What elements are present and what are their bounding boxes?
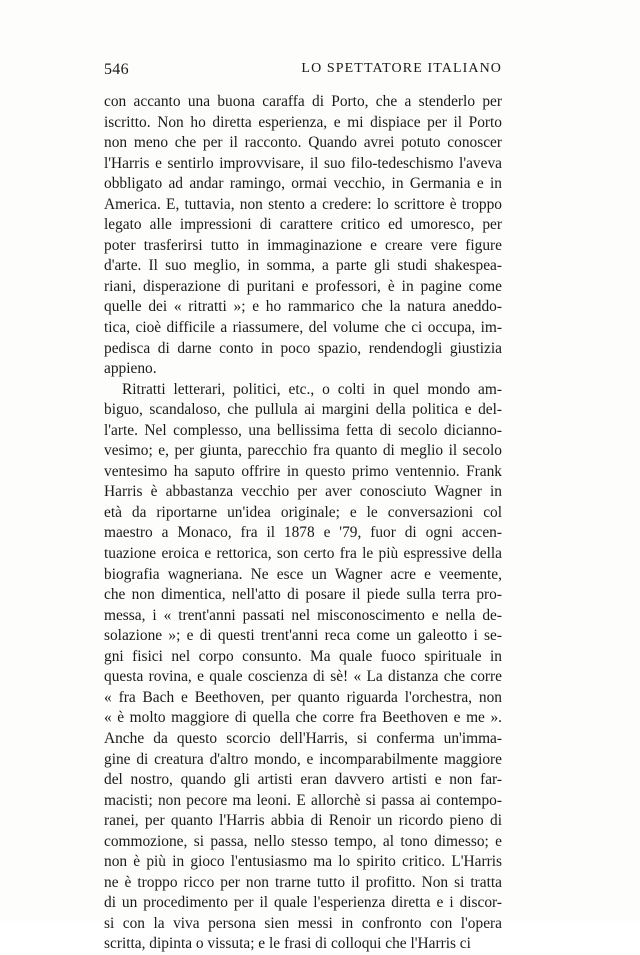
text-line: Anche da questo scorcio dell'Harris, si conferma un'imma- bbox=[104, 729, 502, 747]
text-line: gine di creatura d'altro mondo, e incomparabilmente maggiore bbox=[104, 750, 502, 768]
text-line: riani, disperazione di puritani e professori, è in pagine come bbox=[104, 277, 502, 295]
page-number: 546 bbox=[104, 61, 129, 78]
body-text bbox=[104, 92, 502, 955]
text-line: biografia wagneriana. Ne esce un Wagner acre e veemente, bbox=[104, 565, 502, 583]
text-line: commozione, si passa, nello stesso tempo, al tono dimesso; e bbox=[104, 832, 502, 850]
text-line: l'Harris e sentirlo improvvisare, il suo filo-tedeschismo l'aveva bbox=[104, 154, 502, 172]
text-line: « fra Bach e Beethoven, per quanto riguarda l'orchestra, non bbox=[104, 688, 502, 706]
text-line: quelle dei « ritratti »; e ho rammarico che la natura aneddo- bbox=[104, 298, 502, 316]
text-line: non è più in gioco l'entusiasmo ma lo spirito critico. L'Harris bbox=[104, 853, 502, 871]
text-line: Harris è abbastanza vecchio per aver conosciuto Wagner in bbox=[104, 483, 502, 501]
text-line: poter trasferirsi tutto in immaginazione e creare vere figure bbox=[104, 236, 502, 254]
text-line: con accanto una buona caraffa di Porto, che a stenderlo per bbox=[104, 93, 502, 110]
text-line: maestro a Monaco, fra il 1878 e '79, fuor di ogni accen- bbox=[104, 524, 502, 542]
text-line: obbligato ad andar ramingo, ormai vecchio, in Germania e in bbox=[104, 175, 502, 193]
text-line: America. E, tuttavia, non stento a credere: lo scrittore è troppo bbox=[104, 195, 502, 213]
text-line: solazione »; e di questi trent'anni reca come un galeotto i se- bbox=[104, 627, 502, 645]
text-line: l'arte. Nel complesso, una bellissima fetta di secolo dicianno- bbox=[104, 421, 502, 439]
text-line: si con la viva persona sien messi in confronto con l'opera bbox=[104, 914, 502, 932]
text-line: pedisca di darne conto in poco spazio, rendendogli giustizia bbox=[104, 339, 502, 357]
text-line: età da riportarne un'idea originale; e le conversazioni col bbox=[104, 503, 502, 521]
text-line: tuazione eroica e rettorica, son certo fra le più espressive della bbox=[104, 545, 502, 563]
text-line: che non dimentica, nell'atto di posare il piede sulla terra pro- bbox=[104, 586, 502, 604]
text-line: vesimo; e, per giunta, parecchio fra quanto di meglio il secolo bbox=[104, 442, 502, 460]
text-line: ne è troppo ricco per non trarne tutto il profitto. Non si tratta bbox=[104, 873, 502, 891]
text-line: biguo, scandaloso, che pullula ai margini della politica e del- bbox=[104, 401, 502, 419]
text-line: Ritratti letterari, politici, etc., o colti in quel mondo am- bbox=[122, 380, 502, 398]
text-line: ranei, per quanto l'Harris abbia di Renoir un ricordo pieno di bbox=[104, 812, 502, 830]
text-line: ventesimo ha saputo offrire in questo primo ventennio. Frank bbox=[104, 462, 502, 480]
text-line: appieno. bbox=[104, 360, 157, 378]
text-line: gni fisici nel corpo consunto. Ma quale fuoco spirituale in bbox=[104, 647, 502, 665]
text-line: iscritto. Non ho diretta esperienza, e mi dispiace per il Porto bbox=[104, 113, 502, 131]
paragraph bbox=[104, 380, 502, 955]
text-line: tica, cioè difficile a riassumere, del volume che ci occupa, im- bbox=[104, 319, 502, 337]
running-head: LO SPETTATORE ITALIANO bbox=[301, 61, 502, 76]
text-line: « è molto maggiore di quella che corre fra Beethoven e me ». bbox=[104, 709, 502, 727]
paragraph bbox=[104, 92, 502, 380]
text-line: legato alle impressioni di carattere critico ed umoresco, per bbox=[104, 216, 502, 234]
text-line: d'arte. Il suo meglio, in somma, a parte gli studi shakespea- bbox=[104, 257, 502, 275]
text-line: macisti; non pecore ma leoni. E allorchè si passa ai contempo- bbox=[104, 791, 502, 809]
text-line: messa, i « trent'anni passati nel misconoscimento e nella de- bbox=[104, 606, 502, 624]
text-line: del nostro, quando gli artisti eran davvero artisti e non far- bbox=[104, 771, 502, 789]
text-line: di un procedimento per il quale l'esperienza diretta e i discor- bbox=[104, 894, 502, 912]
page-header bbox=[104, 61, 502, 83]
text-line: non meno che per il racconto. Quando avrei potuto conoscer bbox=[104, 134, 502, 152]
text-line: scritta, dipinta o vissuta; e le frasi di colloqui che l'Harris ci bbox=[104, 935, 471, 953]
text-line: questa rovina, e quale coscienza di sè! « La distanza che corre bbox=[104, 668, 502, 686]
